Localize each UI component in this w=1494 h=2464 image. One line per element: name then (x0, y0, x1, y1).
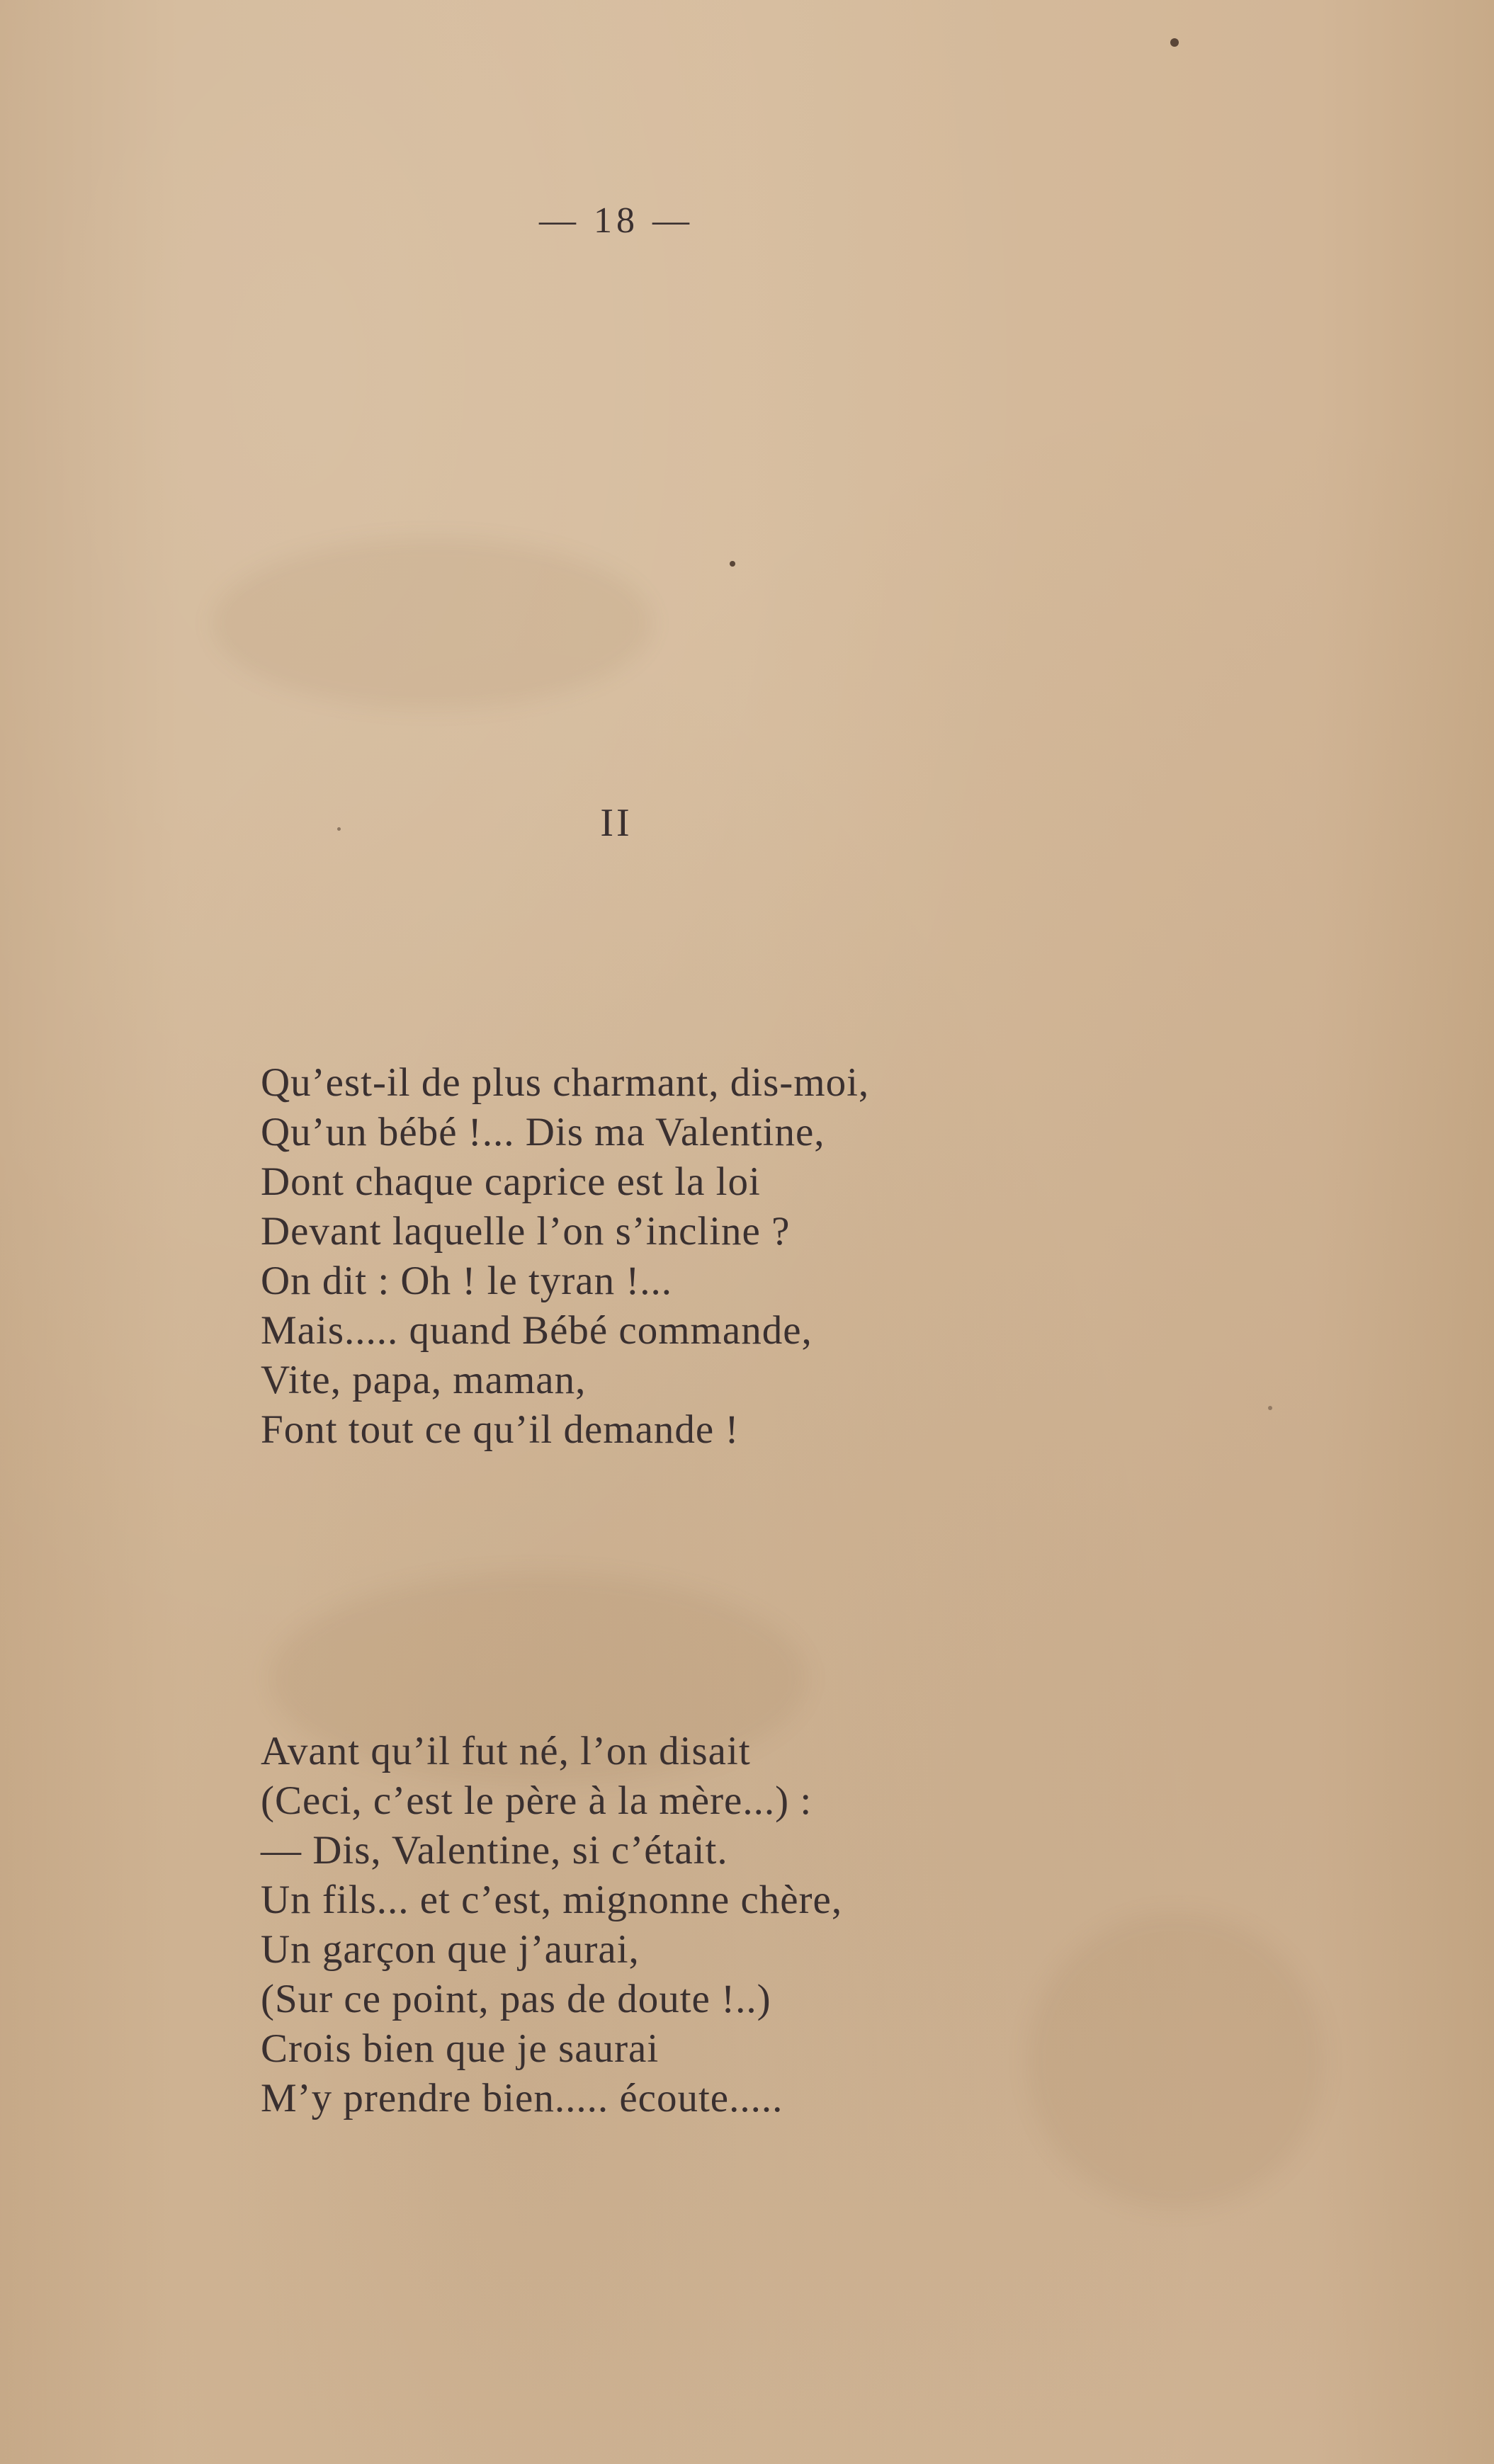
ink-speck (1170, 38, 1179, 47)
verse-line: Crois bien que je saurai (261, 2026, 660, 2071)
verse-line: — Dis, Valentine, si c’était. (261, 1828, 728, 1873)
verse-line: (Sur ce point, pas de doute !..) (261, 1977, 771, 2021)
verse-line: Un fils... et c’est, mignonne chère, (261, 1878, 843, 1922)
verse-line: Qu’est-il de plus charmant, dis-moi, (261, 1060, 870, 1105)
verse-line: Mais..... quand Bébé commande, (261, 1308, 813, 1353)
verse-line: M’y prendre bien..... écoute..... (261, 2076, 783, 2120)
ink-speck (730, 561, 735, 567)
verse-line: Avant qu’il fut né, l’on disait (261, 1729, 751, 1773)
verse-line: Qu’un bébé !... Dis ma Valentine, (261, 1110, 825, 1154)
verse-line: Dont chaque caprice est la loi (261, 1159, 761, 1204)
section-heading: II (600, 801, 633, 845)
page-number: — 18 — (539, 200, 694, 241)
verse-line: On dit : Oh ! le tyran !... (261, 1259, 673, 1303)
paper-stain (213, 538, 652, 708)
stanza-1 (261, 1058, 1323, 1455)
verse-line: Devant laquelle l’on s’incline ? (261, 1209, 791, 1254)
verse-line: (Ceci, c’est le père à la mère...) : (261, 1778, 813, 1823)
stanza-2 (261, 1727, 1323, 2123)
verse-line: Vite, papa, maman, (261, 1358, 587, 1402)
verse-line: Font tout ce qu’il demande ! (261, 1407, 740, 1452)
verse-line: Un garçon que j’aurai, (261, 1927, 640, 1972)
